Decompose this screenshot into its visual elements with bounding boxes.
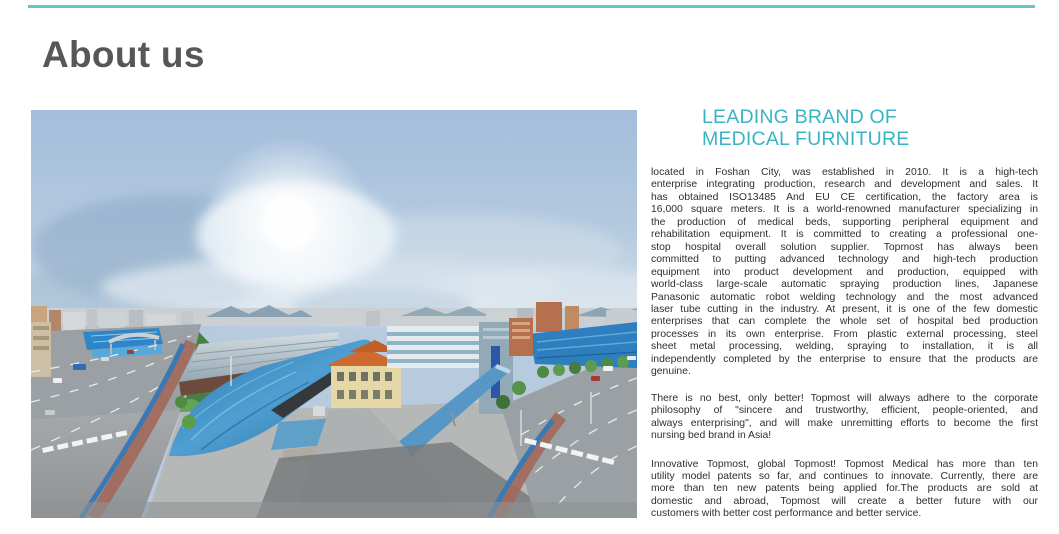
paragraph-line: domestic and abroad, Topmost will create a better future with our [651, 495, 1038, 507]
paragraph-line: customers with better cost performance and better service. [651, 508, 922, 520]
paragraph-line: Innovative Topmost, global Topmost! Topmost Medical has more than ten [651, 458, 1038, 470]
paragraph-line: more than ten new patents being applied for.The products are sold at [651, 483, 1038, 495]
about-section [651, 107, 1038, 521]
about-paragraph-1 [651, 167, 1038, 379]
factory-panorama-image [31, 110, 637, 518]
section-heading [702, 107, 1038, 150]
paragraph-line: enterprises that can complete the whole set of hospital bed production [651, 316, 1038, 328]
paragraph-line: 16,000 square meters. It is a world-renowned manufacturer specializing in [651, 204, 1038, 216]
paragraph-line: enterprise integrating production, research and development and sales. It [651, 179, 1038, 191]
panorama-illustration [31, 110, 637, 518]
paragraph-line: stop hospital overall solution supplier. Topmost has always been [651, 241, 1038, 253]
paragraph-line: has obtained ISO13485 And EU CE certification, the factory area is [651, 191, 1038, 203]
paragraph-line: utility model patents so far, and continues to innovate. Currently, there are [651, 470, 1038, 482]
section-heading-line1: LEADING BRAND OF [702, 106, 897, 128]
paragraph-line: committed to putting advanced technology and high-tech production [651, 254, 1038, 266]
paragraph-line: philosophy of "sincere and trustworthy, efficient, people-oriented, and [651, 405, 1038, 417]
page-title: About us [42, 34, 205, 75]
paragraph-line: located in Foshan City, was established in 2010. It is a high-tech [651, 167, 1038, 178]
paragraph-line: equipment into product development and production, equipped with [651, 266, 1038, 278]
paragraph-line: the production of medical beds, supporting peripheral equipment and [651, 216, 1038, 228]
paragraph-line: independently completed by the enterprise to ensure that the products are [651, 353, 1038, 365]
about-paragraph-2 [651, 393, 1038, 443]
top-accent-line [28, 5, 1035, 8]
paragraph-line: Panasonic automatic robot welding technology and the most advanced [651, 291, 1038, 303]
about-paragraph-3 [651, 459, 1038, 521]
section-heading-line2: MEDICAL FURNITURE [702, 127, 910, 150]
paragraph-line: rehabilitation equipment. It is committed to creating a professional one- [651, 229, 1038, 241]
paragraph-line: genuine. [651, 366, 691, 378]
paragraph-line: world-class large-scale automatic spraying production lines, Japanese [651, 279, 1038, 291]
paragraph-line: nursing bed brand in Asia! [651, 430, 772, 442]
paragraph-line: There is no best, only better! Topmost will always adhere to the corporate [651, 392, 1038, 404]
paragraph-line: sheet metal processing, welding, spraying to installation, it is all [651, 341, 1038, 353]
paragraph-line: processes in its own enterprise. From plastic external processing, steel [651, 328, 1038, 340]
paragraph-line: laser tube cutting in the industry. At present, it is one of the few domestic [651, 303, 1038, 315]
paragraph-line: always enterprising", and will make unremitting efforts to become the first [651, 417, 1038, 429]
